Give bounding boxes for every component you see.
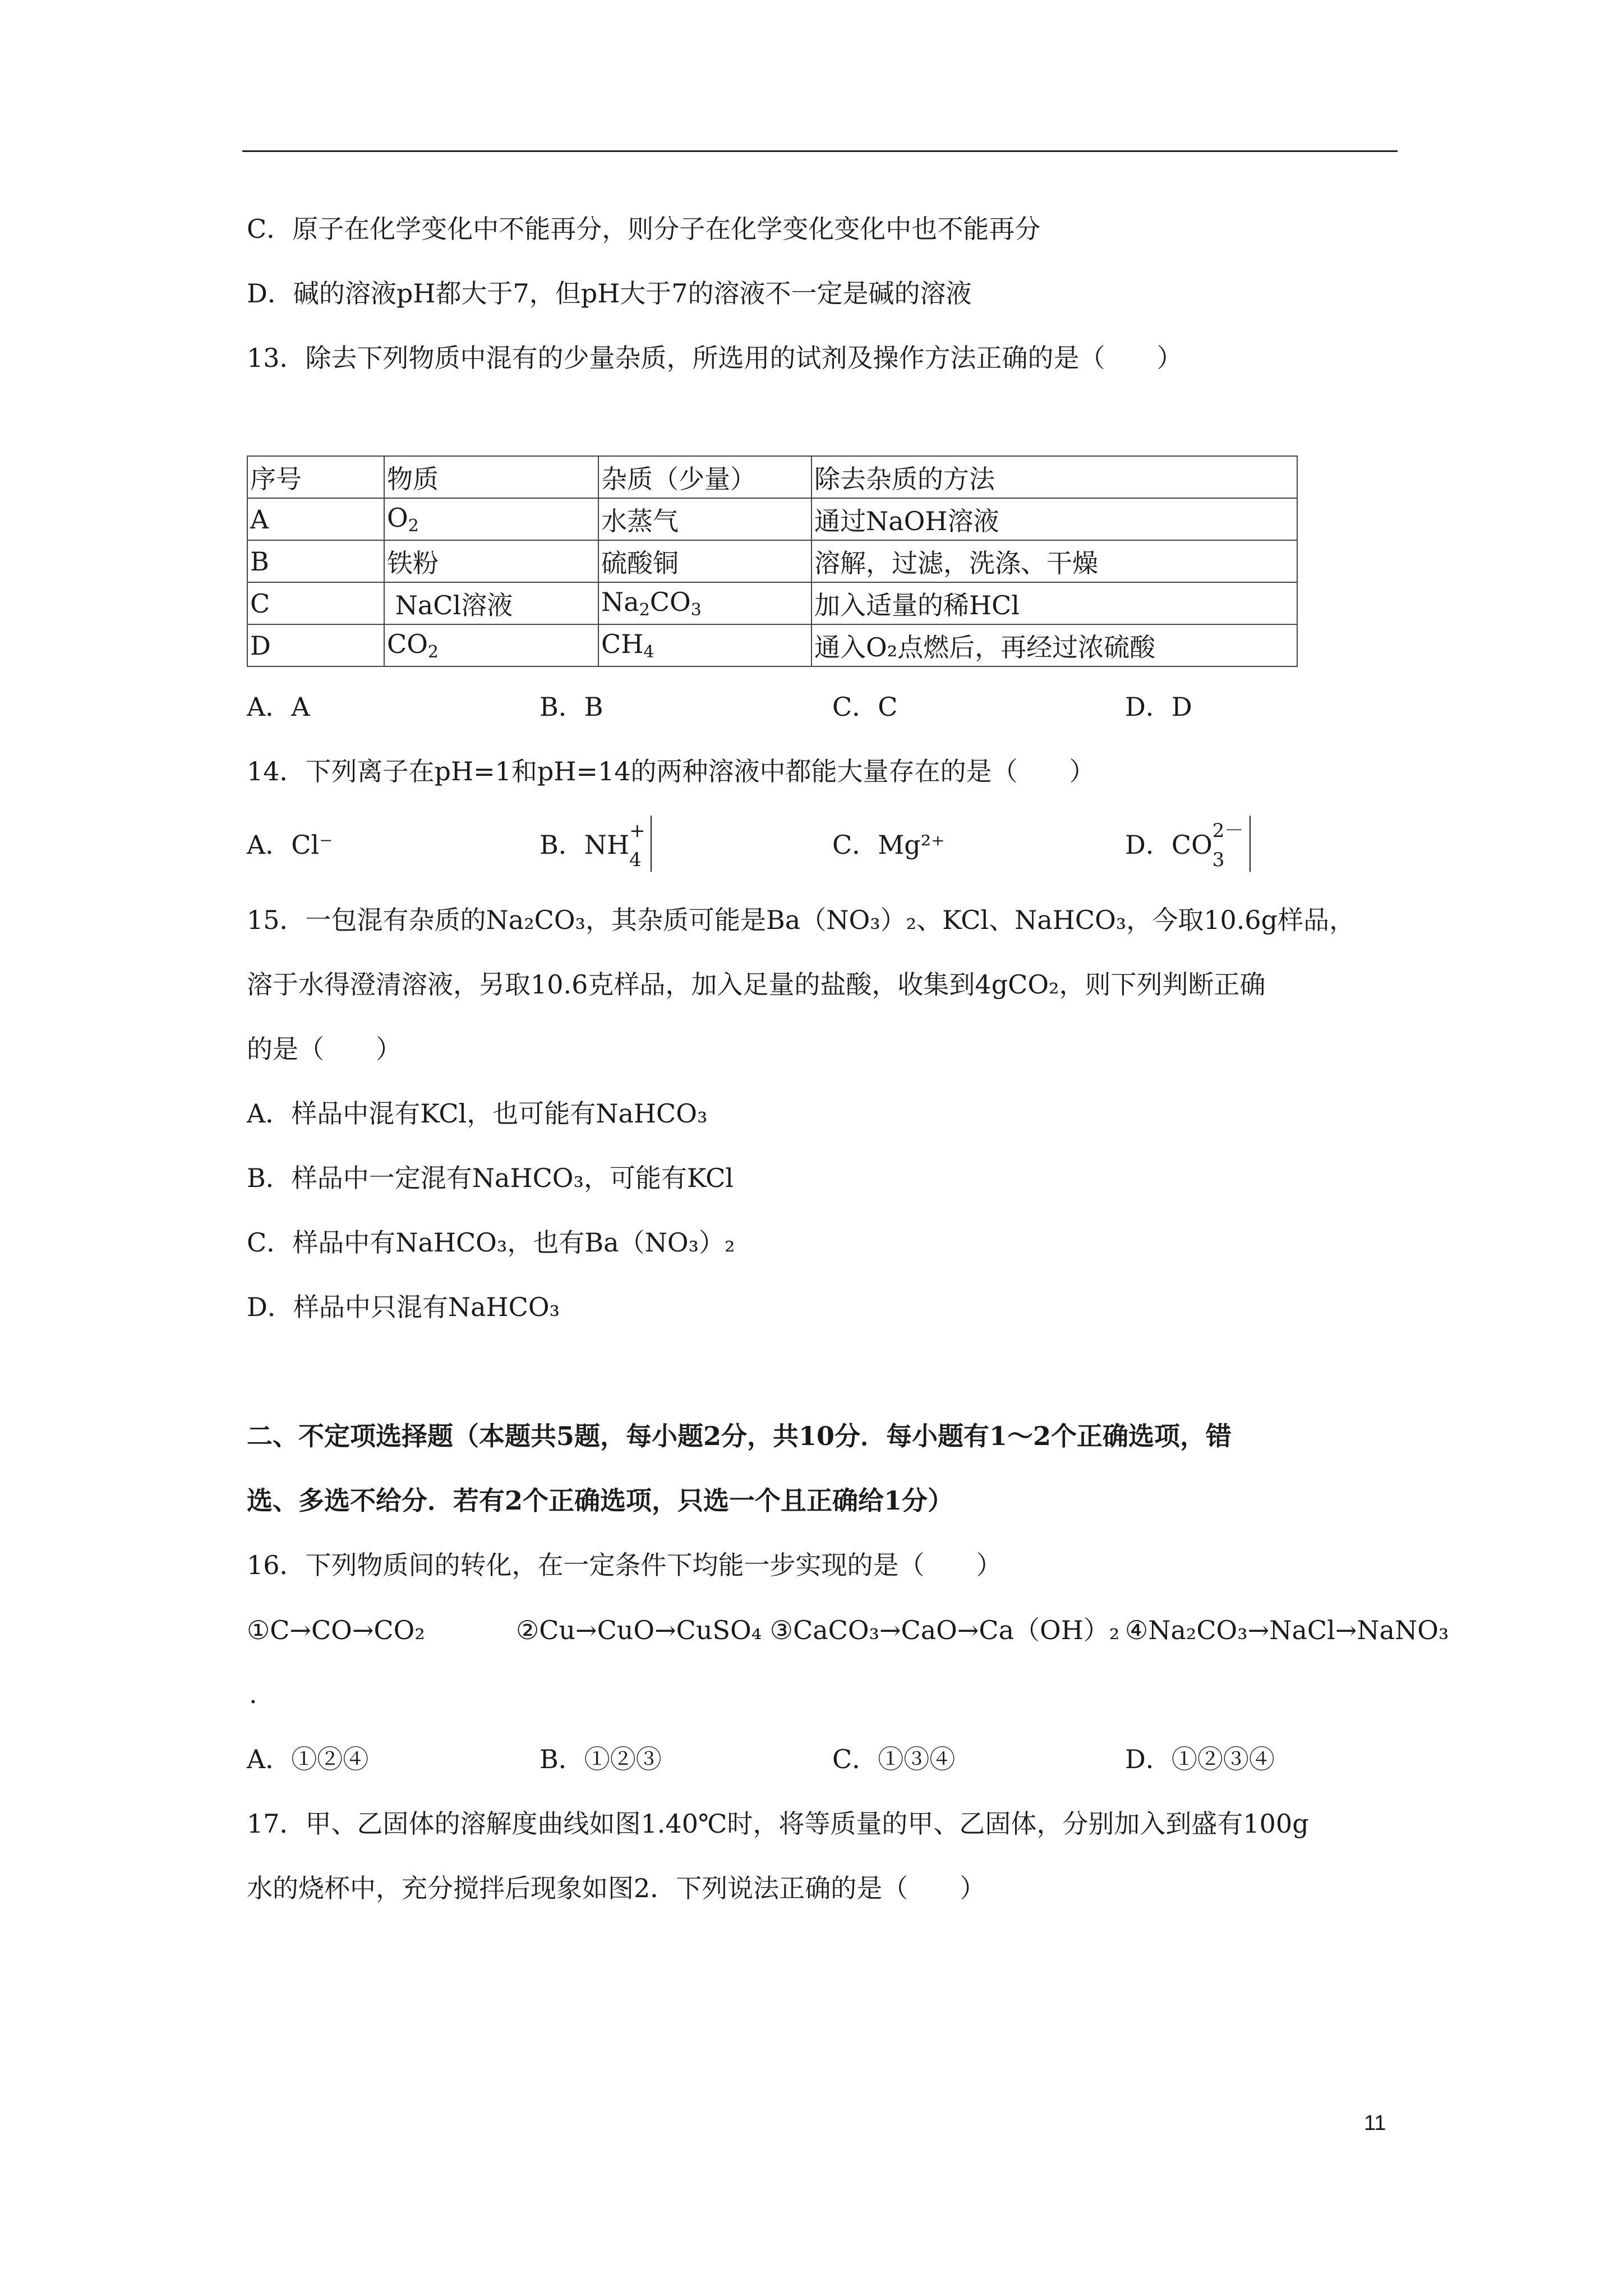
q16-conversion-2-3: ②Cu→CuO→CuSO₄ ③CaCO₃→CaO→Ca（OH）₂ xyxy=(516,1615,1120,1645)
header-cell: 物质 xyxy=(384,456,598,498)
table-row xyxy=(247,624,1297,666)
q15-stem-line3: 的是（ ） xyxy=(247,1034,402,1064)
row-method: 溶解，过滤，洗涤、干燥 xyxy=(811,540,1297,582)
header-rule xyxy=(242,150,1398,152)
q16-dot: . xyxy=(249,1679,257,1709)
q16-option-c: C．①③④ xyxy=(832,1744,956,1774)
q15-stem-line2: 溶于水得澄清溶液，另取10.6克样品，加入足量的盐酸，收集到4gCO₂，则下列判断正确 xyxy=(247,969,1266,1000)
q14-option-d: D．CO 2－ 3 xyxy=(1125,828,1212,862)
section2-heading-line2: 选、多选不给分．若有2个正确选项，只选一个且正确给1分） xyxy=(247,1485,954,1516)
q15-option-c: C．样品中有NaHCO₃，也有Ba（NO₃）₂ xyxy=(247,1227,735,1258)
q13-option-b: B．B xyxy=(540,692,603,722)
row-id: B xyxy=(247,540,384,582)
q12-option-d: D．碱的溶液pH都大于7，但pH大于7的溶液不一定是碱的溶液 xyxy=(247,278,972,309)
q13-option-c: C．C xyxy=(832,692,898,722)
q15-option-b: B．样品中一定混有NaHCO₃，可能有KCl xyxy=(247,1163,734,1193)
q15-stem-line1: 15．一包混有杂质的Na₂CO₃，其杂质可能是Ba（NO₃）₂、KCl、NaHCO₃，今取10.6g样品， xyxy=(247,905,1355,935)
table-row xyxy=(247,582,1297,624)
q13-option-d: D．D xyxy=(1125,692,1192,722)
row-substance: $CO_2$ xyxy=(384,624,598,666)
q16-option-b: B．①②③ xyxy=(540,1744,662,1774)
q16-option-d: D．①②③④ xyxy=(1125,1744,1275,1774)
row-impurity: 水蒸气 xyxy=(598,498,811,540)
row-substance: NaCl溶液 xyxy=(384,582,598,624)
section2-heading-line1: 二、不定项选择题（本题共5题，每小题2分，共10分．每小题有1～2个正确选项，错 xyxy=(247,1421,1232,1451)
q16-option-a: A．①②④ xyxy=(247,1744,369,1774)
row-id: D xyxy=(247,624,384,666)
q15-option-a: A．样品中混有KCl，也可能有NaHCO₃ xyxy=(247,1098,708,1129)
q13-table xyxy=(247,455,1298,667)
q16-conversion-4: ④Na₂CO₃→NaCl→NaNO₃ xyxy=(1125,1615,1449,1645)
table-row xyxy=(247,540,1297,582)
row-impurity: $CH_4$ xyxy=(598,624,811,666)
table-header-row xyxy=(247,456,1297,498)
q16-stem: 16．下列物质间的转化，在一定条件下均能一步实现的是（ ） xyxy=(247,1550,1002,1580)
row-substance: 铁粉 xyxy=(384,540,598,582)
q13-option-a: A．A xyxy=(247,692,310,722)
header-cell: 杂质（少量） xyxy=(598,456,811,498)
q14-option-a: A．Cl⁻ xyxy=(247,830,333,860)
row-substance: $O_2$ xyxy=(384,498,598,540)
row-impurity: $Na_2CO_3$ xyxy=(598,582,811,624)
row-method: 通入O₂点燃后，再经过浓硫酸 xyxy=(811,624,1297,666)
row-id: C xyxy=(247,582,384,624)
header-cell: 序号 xyxy=(247,456,384,498)
q13-stem: 13．除去下列物质中混有的少量杂质，所选用的试剂及操作方法正确的是（ ） xyxy=(247,343,1183,373)
q16-conversion-1: ①C→CO→CO₂ xyxy=(247,1615,425,1645)
row-impurity: 硫酸铜 xyxy=(598,540,811,582)
header-cell: 除去杂质的方法 xyxy=(811,456,1297,498)
q15-option-d: D．样品中只混有NaHCO₃ xyxy=(247,1292,560,1322)
table-row xyxy=(247,498,1297,540)
page-number: 11 xyxy=(1364,2111,1386,2135)
row-method: 加入适量的稀HCl xyxy=(811,582,1297,624)
q17-stem-line2: 水的烧杯中，充分搅拌后现象如图2．下列说法正确的是（ ） xyxy=(247,1873,986,1903)
q17-stem-line1: 17．甲、乙固体的溶解度曲线如图1.40℃时，将等质量的甲、乙固体，分别加入到盛有100g xyxy=(247,1809,1309,1839)
q14-option-b: B．NH + 4 xyxy=(540,828,629,862)
row-method: 通过NaOH溶液 xyxy=(811,498,1297,540)
q14-stem: 14．下列离子在pH=1和pH=14的两种溶液中都能大量存在的是（ ） xyxy=(247,756,1095,786)
q12-option-c: C．原子在化学变化中不能再分，则分子在化学变化变化中也不能再分 xyxy=(247,214,1041,244)
q14-option-c: C．Mg²⁺ xyxy=(832,830,945,860)
row-id: A xyxy=(247,498,384,540)
